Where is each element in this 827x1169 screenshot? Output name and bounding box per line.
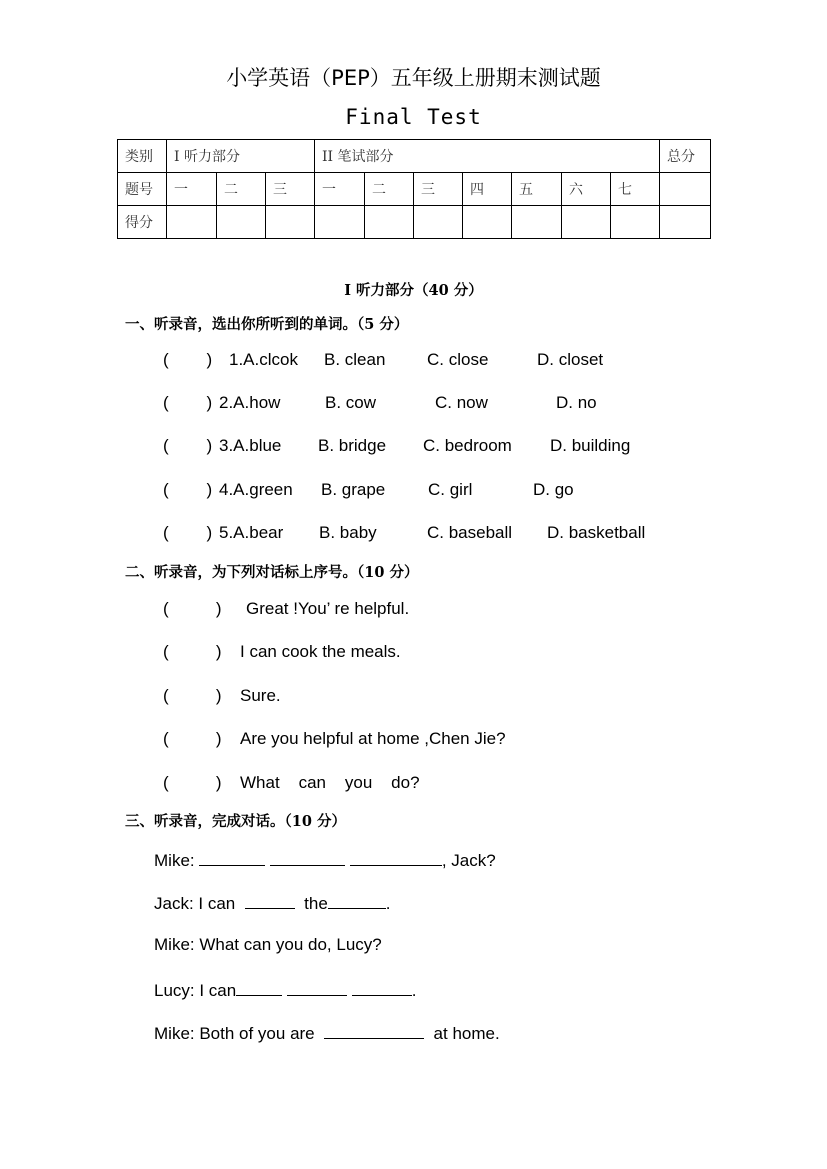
- line-text: .: [411, 981, 417, 1000]
- fill-blank[interactable]: [236, 978, 282, 996]
- dialogue-line: Mike: What can you do, Lucy?: [154, 935, 382, 954]
- table-cell-writing: II 笔试部分: [315, 140, 660, 173]
- table-cell-score-input[interactable]: [562, 206, 611, 239]
- option-c: C. bedroom: [423, 436, 512, 455]
- table-cell-question-label: 题号: [118, 173, 167, 206]
- dialogue-line: Great !You’ re helpful.: [246, 599, 410, 618]
- option-b: B. bridge: [318, 436, 387, 455]
- page-title: 小学英语（PEP）五年级上册期末测试题: [226, 66, 601, 90]
- table-cell-question-number: 一: [167, 173, 217, 206]
- option-d: D. go: [533, 480, 574, 499]
- fill-blank[interactable]: [350, 848, 442, 866]
- table-cell-score-input[interactable]: [611, 206, 660, 239]
- section1-heading: 一、听录音，选出你所听到的单词。（5 分）: [125, 316, 409, 333]
- line-text: at home.: [424, 1024, 500, 1043]
- table-cell-question-number: 七: [611, 173, 660, 206]
- table-cell-score-input[interactable]: [463, 206, 512, 239]
- table-cell-score-input[interactable]: [512, 206, 562, 239]
- dialogue-line: [154, 848, 496, 871]
- dialogue-line: [154, 978, 416, 1001]
- option-a: 4.A.green: [219, 480, 293, 499]
- answer-paren[interactable]: ( ): [163, 642, 222, 661]
- table-cell-total: 总分: [660, 140, 711, 173]
- line-text: , Jack?: [441, 851, 496, 870]
- line-text: the: [294, 894, 328, 913]
- fill-blank[interactable]: [324, 1021, 424, 1039]
- fill-blank[interactable]: [199, 848, 265, 866]
- option-d: D. basketball: [547, 523, 646, 542]
- page-subtitle: Final Test: [345, 105, 482, 129]
- speaker-text: Mike: Both of you are: [154, 1024, 325, 1043]
- speaker-text: Mike:: [154, 851, 200, 870]
- table-cell-score-input[interactable]: [217, 206, 266, 239]
- answer-paren[interactable]: ( ): [163, 729, 222, 748]
- section2-heading: 二、听录音，为下列对话标上序号。（10 分）: [125, 564, 419, 581]
- table-row: [118, 173, 711, 206]
- answer-paren[interactable]: ( ): [163, 436, 213, 455]
- score-table: [117, 139, 711, 239]
- answer-paren[interactable]: ( ): [163, 350, 213, 369]
- dialogue-line: Sure.: [240, 686, 281, 705]
- option-c: C. now: [435, 393, 488, 412]
- option-a: 5.A.bear: [219, 523, 284, 542]
- option-b: B. clean: [324, 350, 386, 369]
- answer-paren[interactable]: ( ): [163, 686, 222, 705]
- answer-paren[interactable]: ( ): [163, 599, 222, 618]
- table-cell-question-number: 二: [365, 173, 414, 206]
- option-a: 1.A.clcok: [229, 350, 298, 369]
- option-d: D. no: [556, 393, 597, 412]
- dialogue-line: [154, 891, 391, 914]
- option-b: B. grape: [321, 480, 386, 499]
- fill-blank[interactable]: [245, 891, 295, 909]
- answer-paren[interactable]: ( ): [163, 480, 213, 499]
- option-b: B. baby: [319, 523, 377, 542]
- table-row: [118, 206, 711, 239]
- table-cell-score-input[interactable]: [365, 206, 414, 239]
- part1-heading: I 听力部分（40 分）: [344, 282, 483, 299]
- table-cell-score-input[interactable]: [315, 206, 365, 239]
- dialogue-line: Are you helpful at home ,Chen Jie?: [240, 729, 506, 748]
- table-cell-question-number: 三: [266, 173, 315, 206]
- speaker-text: Lucy: I can: [154, 981, 237, 1000]
- table-cell-score-input[interactable]: [414, 206, 463, 239]
- option-b: B. cow: [325, 393, 377, 412]
- answer-paren[interactable]: ( ): [163, 393, 213, 412]
- table-cell-question-number: 二: [217, 173, 266, 206]
- table-cell-score-input[interactable]: [266, 206, 315, 239]
- dialogue-line: I can cook the meals.: [240, 642, 401, 661]
- speaker-text: Jack: I can: [154, 894, 245, 913]
- answer-paren[interactable]: ( ): [163, 523, 213, 542]
- fill-blank[interactable]: [270, 848, 345, 866]
- table-cell-question-number: 六: [562, 173, 611, 206]
- option-d: D. building: [550, 436, 631, 455]
- fill-blank[interactable]: [328, 891, 386, 909]
- table-cell-question-number: 四: [463, 173, 512, 206]
- option-a: 2.A.how: [219, 393, 281, 412]
- dialogue-line: [154, 1021, 500, 1044]
- option-c: C. close: [427, 350, 489, 369]
- section3-heading: 三、听录音，完成对话。（10 分）: [125, 813, 346, 830]
- table-row: [118, 140, 711, 173]
- table-cell-category-label: 类别: [118, 140, 167, 173]
- table-cell-score-input[interactable]: [167, 206, 217, 239]
- table-cell-question-number: 一: [315, 173, 365, 206]
- table-cell-score-label: 得分: [118, 206, 167, 239]
- line-text: .: [385, 894, 391, 913]
- answer-paren[interactable]: ( ): [163, 773, 222, 792]
- table-cell-question-number: 五: [512, 173, 562, 206]
- table-cell-listening: I 听力部分: [167, 140, 315, 173]
- option-d: D. closet: [537, 350, 604, 369]
- fill-blank[interactable]: [287, 978, 347, 996]
- table-cell-score-input[interactable]: [660, 206, 711, 239]
- option-a: 3.A.blue: [219, 436, 282, 455]
- table-cell-question-number: 三: [414, 173, 463, 206]
- table-cell-empty: [660, 173, 711, 206]
- fill-blank[interactable]: [352, 978, 412, 996]
- option-c: C. girl: [428, 480, 473, 499]
- dialogue-line: What can you do?: [240, 773, 420, 792]
- option-c: C. baseball: [427, 523, 513, 542]
